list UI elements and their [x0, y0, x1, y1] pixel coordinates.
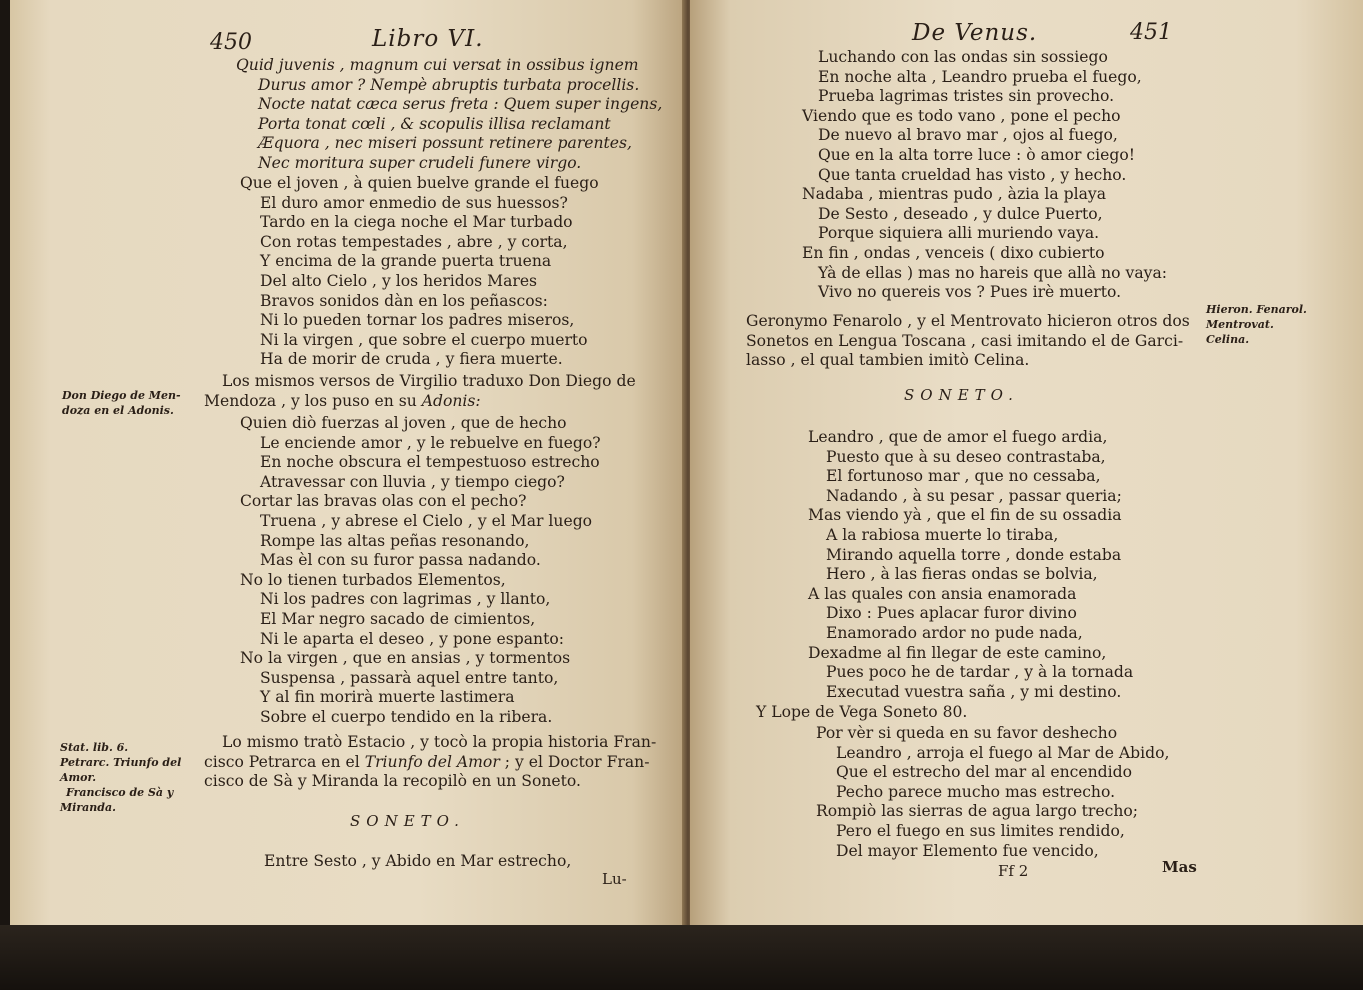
prose-line [204, 392, 636, 412]
verse-line: Atravessar con lluvia , y tiempo ciego? [260, 472, 565, 491]
verse-line: Prueba lagrimas tristes sin provecho. [818, 87, 1115, 106]
prose-fragment: cisco Petrarca en el [204, 752, 365, 771]
lope-verses [816, 724, 1169, 861]
prose-fragment: Mendoza , y los puso en su [204, 391, 422, 410]
printer-signature: Ff 2 [998, 862, 1029, 880]
running-head-right: De Venus. [912, 20, 1038, 46]
verse-line: Cortar las bravas olas con el pecho? [240, 492, 527, 511]
verse-line: Quien diò fuerzas al joven , que de hecho [240, 414, 567, 432]
verses-right-1 [802, 48, 1167, 303]
verse-line: Enamorado ardor no pude nada, [826, 623, 1083, 642]
soneto-first-line: Entre Sesto , y Abido en Mar estrecho, [264, 852, 572, 870]
verse-line: Pues poco he de tardar , y à la tornada [826, 663, 1134, 682]
verse-line: De Sesto , deseado , y dulce Puerto, [818, 204, 1103, 223]
latin-line: Nec moritura super crudeli funere virgo. [258, 153, 582, 172]
margin-note-line: Francisco de Sà y [66, 786, 174, 799]
verse-line: Y al fin morirà muerte lastimera [260, 688, 515, 707]
verse-line: En fin , ondas , venceis ( dixo cubierto [802, 243, 1105, 262]
verse-line: Luchando con las ondas sin sossiego [818, 48, 1108, 66]
latin-line: Quid juvenis , magnum cui versat in ossibus ignem [236, 56, 639, 74]
margin-note-line: Amor. [60, 771, 97, 784]
verse-line: El duro amor enmedio de sus huessos? [260, 193, 568, 212]
margin-note-line: Don Diego de Men- [62, 389, 181, 402]
verse-line: Hero , à las fieras ondas se bolvia, [826, 565, 1098, 584]
soneto-heading-right: SONETO. [904, 386, 1019, 404]
soneto-heading-left: SONETO. [350, 812, 465, 830]
verse-line: Mas èl con su furor passa nadando. [260, 551, 541, 570]
latin-line: Porta tonat cœli , & scopulis illisa reclamant [258, 114, 611, 133]
prose-paragraph-2 [204, 733, 656, 792]
margin-note-line: Miranda. [60, 801, 116, 814]
verse-line: Sobre el cuerpo tendido en la ribera. [260, 707, 553, 726]
prose-line: Geronymo Fenarolo , y el Mentrovato hicieron otros dos [746, 312, 1190, 330]
verse-line: Dexadme al fin llegar de este camino, [808, 643, 1107, 662]
margin-note-line: Celina. [1206, 333, 1250, 346]
verse-line: Pecho parece mucho mas estrecho. [836, 782, 1116, 801]
verse-line: Mirando aquella torre , donde estaba [826, 545, 1122, 564]
verse-line: Del mayor Elemento fue vencido, [836, 841, 1099, 860]
verse-line: En noche alta , Leandro prueba el fuego, [818, 67, 1142, 86]
margin-note-line: Petrarc. Triunfo del [60, 756, 182, 769]
verse-line: A las quales con ansia enamorada [808, 584, 1077, 603]
verse-line: Que tanta crueldad has visto , y hecho. [818, 165, 1127, 184]
verse-line: Con rotas tempestades , abre , y corta, [260, 232, 568, 251]
verse-line: No lo tienen turbados Elementos, [240, 570, 506, 589]
verse-line: Rompiò las sierras de agua largo trecho; [816, 802, 1139, 821]
verse-line: Viendo que es todo vano , pone el pecho [802, 106, 1121, 125]
margin-note-fenarol [1206, 302, 1307, 347]
latin-line: Nocte natat cæca serus freta : Quem super ingens, [258, 95, 663, 114]
verse-line: Pero el fuego en sus limites rendido, [836, 821, 1125, 840]
verse-line: Suspensa , passarà aquel entre tanto, [260, 668, 559, 687]
prose-paragraph-1 [204, 372, 636, 411]
running-head-left: Libro VI. [372, 26, 484, 52]
verse-line: No la virgen , que en ansias , y tormentos [240, 649, 571, 668]
soneto-right [808, 428, 1133, 702]
lope-intro: Y Lope de Vega Soneto 80. [756, 703, 968, 721]
prose-line: Sonetos en Lengua Toscana , casi imitando el de Garci- [746, 331, 1184, 350]
page-number-right: 451 [1130, 20, 1172, 45]
verse-line: Porque siquiera alli muriendo vaya. [818, 224, 1100, 243]
verse-line: Ni los padres con lagrimas , y llanto, [260, 590, 551, 609]
verse-line: Por vèr si queda en su favor deshecho [816, 724, 1118, 742]
margin-note-mendoza [62, 388, 181, 418]
verse-line: A la rabiosa muerte lo tiraba, [826, 525, 1059, 544]
prose-line: lasso , el qual tambien imitò Celina. [746, 351, 1030, 370]
prose-line [204, 753, 656, 773]
prose-line: cisco de Sà y Miranda la recopilò en un Soneto. [204, 772, 581, 791]
work-title: Adonis: [421, 391, 481, 410]
spanish-verses-2 [240, 414, 601, 728]
verse-line: Y encima de la grande puerta truena [260, 252, 552, 271]
verse-line: Leandro , arroja el fuego al Mar de Abido, [836, 743, 1170, 762]
verse-line: Executad vuestra saña , y mi destino. [826, 682, 1122, 701]
margin-note-line: Stat. lib. 6. [60, 741, 129, 754]
verse-line: En noche obscura el tempestuoso estrecho [260, 453, 600, 472]
catchword-left: Lu- [602, 870, 627, 888]
verse-line: Le enciende amor , y le rebuelve en fuego? [260, 433, 601, 452]
verse-line: Nadando , à su pesar , passar queria; [826, 486, 1122, 505]
verse-line: Puesto que à su deseo contrastaba, [826, 447, 1106, 466]
verse-line: Ni lo pueden tornar los padres miseros, [260, 311, 575, 330]
verse-line: Leandro , que de amor el fuego ardia, [808, 428, 1108, 446]
verse-line: El fortunoso mar , que no cessaba, [826, 467, 1101, 486]
verse-line: Rompe las altas peñas resonando, [260, 531, 530, 550]
verse-line: Yà de ellas ) mas no hareis que allà no vaya: [818, 263, 1167, 282]
verse-line: Dixo : Pues aplacar furor divino [826, 604, 1077, 623]
page-number-left: 450 [210, 30, 252, 55]
verse-line: Ni le aparta el deseo , y pone espanto: [260, 629, 565, 648]
verse-line: De nuevo al bravo mar , ojos al fuego, [818, 126, 1118, 145]
work-title: Triunfo del Amor [364, 752, 500, 771]
margin-note-sources [60, 740, 181, 815]
verse-line: Ha de morir de cruda , y fiera muerte. [260, 350, 563, 369]
prose-line: Lo mismo tratò Estacio , y tocò la propia historia Fran- [222, 733, 657, 751]
latin-line: Æquora , nec miseri possunt retinere parentes, [258, 134, 632, 153]
spanish-verses-1 [240, 174, 599, 370]
margin-note-line: doza en el Adonis. [62, 404, 174, 417]
right-page [690, 0, 1363, 930]
verse-line: Ni la virgen , que sobre el cuerpo muerto [260, 330, 588, 349]
verse-line: El Mar negro sacado de cimientos, [260, 609, 536, 628]
verse-line: Del alto Cielo , y los heridos Mares [260, 271, 538, 290]
verse-line: Que el estrecho del mar al encendido [836, 763, 1132, 782]
verse-line: Mas viendo yà , que el fin de su ossadia [808, 506, 1122, 525]
verse-line: Que el joven , à quien buelve grande el fuego [240, 174, 599, 192]
prose-fragment: ; y el Doctor Fran- [499, 752, 650, 771]
verse-line: Vivo no quereis vos ? Pues irè muerto. [818, 283, 1122, 302]
table-background [0, 925, 1363, 990]
latin-verses [236, 56, 662, 174]
verse-line: Truena , y abrese el Cielo , y el Mar luego [260, 511, 593, 530]
verse-line: Bravos sonidos dàn en los peñascos: [260, 291, 548, 310]
catchword-right: Mas [1162, 858, 1197, 876]
prose-paragraph-right [746, 312, 1190, 371]
margin-note-line: Mentrovat. [1206, 318, 1274, 331]
prose-line: Los mismos versos de Virgilio traduxo Don Diego de [222, 372, 636, 390]
margin-note-line: Hieron. Fenarol. [1206, 303, 1307, 316]
verse-line: Tardo en la ciega noche el Mar turbado [260, 213, 573, 232]
left-page [10, 0, 686, 930]
verse-line: Nadaba , mientras pudo , àzia la playa [802, 185, 1107, 204]
verse-line: Que en la alta torre luce : ò amor ciego! [818, 145, 1136, 164]
latin-line: Durus amor ? Nempè abruptis turbata procellis. [258, 75, 640, 94]
